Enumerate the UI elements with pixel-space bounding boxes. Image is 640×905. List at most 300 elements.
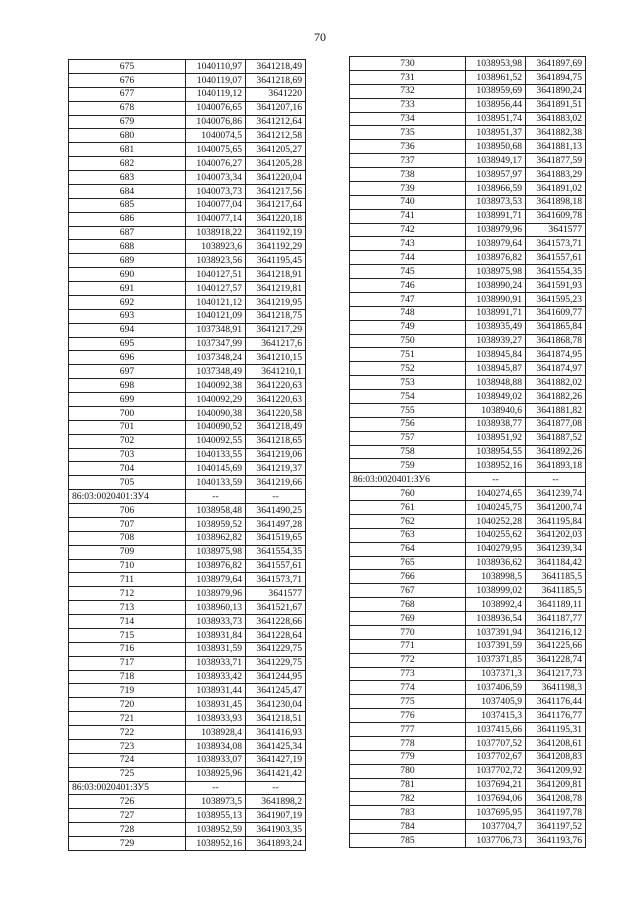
parcel-id-cell: 86:03:0020401:ЗУ5 [69,781,186,795]
table-row [69,670,306,684]
table-row [69,157,306,171]
y-coordinate-cell: 3641591,93 [526,279,586,293]
y-coordinate-cell: 3641216,12 [526,625,586,639]
x-coordinate-cell: 1040121,09 [186,309,246,323]
y-coordinate-cell: 3641881,13 [526,140,586,154]
table-row [350,195,586,209]
y-coordinate-cell: 3641208,83 [526,750,586,764]
y-coordinate-cell: 3641893,24 [246,837,306,851]
table-row [350,223,586,237]
y-coordinate-cell: 3641218,91 [246,268,306,282]
x-coordinate-cell: 1040073,73 [186,184,246,198]
table-row [69,171,306,185]
table-row [69,559,306,573]
point-number-cell: 760 [350,487,466,501]
x-coordinate-cell: 1037391,94 [466,625,526,639]
x-coordinate-cell: 1040133,55 [186,448,246,462]
y-coordinate-cell: 3641217,73 [526,667,586,681]
point-number-cell: 732 [350,84,466,98]
point-number-cell: 717 [69,656,186,670]
point-number-cell: 711 [69,573,186,587]
y-coordinate-cell: 3641209,81 [526,778,586,792]
x-coordinate-cell: 1038998,5 [466,570,526,584]
y-coordinate-cell: 3641205,28 [246,157,306,171]
x-coordinate-cell: 1038933,73 [186,615,246,629]
table-row [69,351,306,365]
table-row [350,681,586,695]
table-row [69,823,306,837]
y-coordinate-cell: 3641192,19 [246,226,306,240]
y-coordinate-cell: 3641209,92 [526,764,586,778]
x-coordinate-cell: 1040076,27 [186,157,246,171]
point-number-cell: 678 [69,101,186,115]
x-coordinate-cell: -- [466,473,526,487]
point-number-cell: 755 [350,403,466,417]
y-coordinate-cell: 3641200,74 [526,501,586,515]
y-coordinate-cell: 3641195,45 [246,254,306,268]
table-row [350,723,586,737]
y-coordinate-cell: 3641220,04 [246,171,306,185]
y-coordinate-cell: 3641882,02 [526,376,586,390]
x-coordinate-cell: 1037702,67 [466,750,526,764]
y-coordinate-cell: 3641220,63 [246,393,306,407]
table-row [69,143,306,157]
point-number-cell: 690 [69,268,186,282]
y-coordinate-cell: 3641217,56 [246,184,306,198]
y-coordinate-cell: 3641609,77 [526,306,586,320]
point-number-cell: 747 [350,292,466,306]
y-coordinate-cell: 3641898,2 [246,795,306,809]
x-coordinate-cell: 1040092,29 [186,393,246,407]
x-coordinate-cell: 1038931,59 [186,642,246,656]
coordinates-table-left [68,59,306,851]
x-coordinate-cell: 1038957,97 [466,168,526,182]
y-coordinate-cell: 3641195,31 [526,723,586,737]
x-coordinate-cell: 1038979,64 [186,573,246,587]
x-coordinate-cell: 1038952,16 [186,837,246,851]
table-row [69,198,306,212]
point-number-cell: 753 [350,376,466,390]
y-coordinate-cell: 3641427,19 [246,753,306,767]
x-coordinate-cell: 1038934,08 [186,739,246,753]
table-row [350,292,586,306]
y-coordinate-cell: 3641218,69 [246,73,306,87]
point-number-cell: 777 [350,723,466,737]
x-coordinate-cell: 1038931,84 [186,628,246,642]
x-coordinate-cell: 1037347,99 [186,337,246,351]
x-coordinate-cell: -- [186,490,246,504]
y-coordinate-cell: 3641197,78 [526,806,586,820]
point-number-cell: 750 [350,334,466,348]
x-coordinate-cell: 1038975,98 [466,265,526,279]
point-number-cell: 709 [69,545,186,559]
table-row [350,556,586,570]
x-coordinate-cell: 1038931,44 [186,684,246,698]
table-row [350,112,586,126]
y-coordinate-cell: 3641903,35 [246,823,306,837]
y-coordinate-cell: 3641219,95 [246,295,306,309]
point-number-cell: 779 [350,750,466,764]
x-coordinate-cell: 1038990,24 [466,279,526,293]
x-coordinate-cell: 1038945,87 [466,362,526,376]
table-row [69,504,306,518]
table-row [69,517,306,531]
table-row [350,750,586,764]
table-row [69,531,306,545]
y-coordinate-cell: 3641218,75 [246,309,306,323]
point-number-cell: 776 [350,709,466,723]
table-row [350,584,586,598]
point-number-cell: 685 [69,198,186,212]
x-coordinate-cell: 1038951,74 [466,112,526,126]
x-coordinate-cell: 1037702,72 [466,764,526,778]
table-row [69,240,306,254]
y-coordinate-cell: 3641573,71 [246,573,306,587]
x-coordinate-cell: 1038951,37 [466,126,526,140]
y-coordinate-cell: 3641210,15 [246,351,306,365]
x-coordinate-cell: 1038955,13 [186,809,246,823]
point-number-cell: 744 [350,251,466,265]
x-coordinate-cell: 1038959,69 [466,84,526,98]
table-row [350,320,586,334]
x-coordinate-cell: 1037405,9 [466,695,526,709]
table-row [69,684,306,698]
point-number-cell: 765 [350,556,466,570]
parcel-id-cell: 86:03:0020401:ЗУ6 [350,473,466,487]
y-coordinate-cell: 3641490,25 [246,504,306,518]
point-number-cell: 682 [69,157,186,171]
y-coordinate-cell: 3641874,95 [526,348,586,362]
point-number-cell: 775 [350,695,466,709]
point-number-cell: 741 [350,209,466,223]
y-coordinate-cell: 3641239,34 [526,542,586,556]
x-coordinate-cell: 1037706,73 [466,834,526,848]
point-number-cell: 751 [350,348,466,362]
point-number-cell: 727 [69,809,186,823]
y-coordinate-cell: 3641184,42 [526,556,586,570]
x-coordinate-cell: 1038961,52 [466,70,526,84]
x-coordinate-cell: 1040252,28 [466,514,526,528]
table-row [69,573,306,587]
table-row [350,570,586,584]
table-row [350,709,586,723]
point-number-cell: 681 [69,143,186,157]
x-coordinate-cell: 1038959,52 [186,517,246,531]
x-coordinate-cell: 1040090,52 [186,420,246,434]
point-number-cell: 743 [350,237,466,251]
point-number-cell: 757 [350,431,466,445]
table-row [350,764,586,778]
table-row [69,309,306,323]
x-coordinate-cell: 1040110,97 [186,60,246,74]
table-row [69,767,306,781]
x-coordinate-cell: 1038933,93 [186,712,246,726]
point-number-cell: 742 [350,223,466,237]
table-row [69,462,306,476]
y-coordinate-cell: 3641228,64 [246,628,306,642]
table-row [350,612,586,626]
point-number-cell: 770 [350,625,466,639]
point-number-cell: 781 [350,778,466,792]
x-coordinate-cell: 1038979,96 [186,587,246,601]
y-coordinate-cell: 3641228,66 [246,615,306,629]
table-row [350,57,586,71]
point-number-cell: 719 [69,684,186,698]
table-row [350,695,586,709]
x-coordinate-cell: 1038925,96 [186,767,246,781]
y-coordinate-cell: 3641218,51 [246,712,306,726]
table-row [350,279,586,293]
x-coordinate-cell: 1037704,7 [466,820,526,834]
y-coordinate-cell: 3641891,51 [526,98,586,112]
y-coordinate-cell: 3641219,81 [246,282,306,296]
point-number-cell: 737 [350,154,466,168]
table-row [350,362,586,376]
y-coordinate-cell: 3641202,03 [526,528,586,542]
point-number-cell: 699 [69,393,186,407]
table-row [350,348,586,362]
point-number-cell: 721 [69,712,186,726]
x-coordinate-cell: 1040076,65 [186,101,246,115]
point-number-cell: 700 [69,406,186,420]
x-coordinate-cell: 1038938,77 [466,417,526,431]
y-coordinate-cell: -- [246,781,306,795]
y-coordinate-cell: 3641883,29 [526,168,586,182]
point-number-cell: 782 [350,792,466,806]
x-coordinate-cell: 1038949,17 [466,154,526,168]
parcel-header-row [350,473,586,487]
point-number-cell: 720 [69,698,186,712]
table-row [350,445,586,459]
table-row [350,542,586,556]
table-row [350,237,586,251]
x-coordinate-cell: 1038962,82 [186,531,246,545]
table-row [69,337,306,351]
point-number-cell: 769 [350,612,466,626]
table-row [69,212,306,226]
point-number-cell: 694 [69,323,186,337]
point-number-cell: 686 [69,212,186,226]
table-row [69,545,306,559]
y-coordinate-cell: 3641220,63 [246,379,306,393]
point-number-cell: 756 [350,417,466,431]
point-number-cell: 707 [69,517,186,531]
point-number-cell: 701 [69,420,186,434]
x-coordinate-cell: 1038936,54 [466,612,526,626]
x-coordinate-cell: 1040274,65 [466,487,526,501]
table-row [350,84,586,98]
x-coordinate-cell: 1038956,44 [466,98,526,112]
y-coordinate-cell: 3641907,19 [246,809,306,823]
point-number-cell: 698 [69,379,186,393]
table-row [69,628,306,642]
x-coordinate-cell: 1040075,65 [186,143,246,157]
y-coordinate-cell: 3641193,76 [526,834,586,848]
table-row [69,129,306,143]
point-number-cell: 764 [350,542,466,556]
table-row [69,642,306,656]
y-coordinate-cell: 3641892,26 [526,445,586,459]
y-coordinate-cell: 3641554,35 [526,265,586,279]
table-row [350,806,586,820]
y-coordinate-cell: 3641230,04 [246,698,306,712]
point-number-cell: 705 [69,476,186,490]
x-coordinate-cell: 1037694,06 [466,792,526,806]
y-coordinate-cell: 3641497,28 [246,517,306,531]
table-row [350,778,586,792]
x-coordinate-cell: 1040145,69 [186,462,246,476]
x-coordinate-cell: 1038973,53 [466,195,526,209]
point-number-cell: 735 [350,126,466,140]
point-number-cell: 772 [350,653,466,667]
table-row [350,181,586,195]
point-number-cell: 691 [69,282,186,296]
point-number-cell: 713 [69,601,186,615]
x-coordinate-cell: 1038953,98 [466,57,526,71]
table-row [69,476,306,490]
x-coordinate-cell: 1040127,51 [186,268,246,282]
y-coordinate-cell: 3641212,64 [246,115,306,129]
point-number-cell: 712 [69,587,186,601]
table-row [69,739,306,753]
point-number-cell: 675 [69,60,186,74]
x-coordinate-cell: 1038952,16 [466,459,526,473]
point-number-cell: 759 [350,459,466,473]
y-coordinate-cell: 3641228,74 [526,653,586,667]
point-number-cell: 693 [69,309,186,323]
table-row [69,282,306,296]
x-coordinate-cell: 1038991,71 [466,209,526,223]
point-number-cell: 766 [350,570,466,584]
point-number-cell: 763 [350,528,466,542]
table-row [350,667,586,681]
x-coordinate-cell: 1037415,66 [466,723,526,737]
y-coordinate-cell: 3641881,82 [526,403,586,417]
table-row [350,70,586,84]
y-coordinate-cell: 3641890,24 [526,84,586,98]
table-row [69,420,306,434]
point-number-cell: 688 [69,240,186,254]
table-row [69,379,306,393]
parcel-header-row [69,490,306,504]
table-row [350,417,586,431]
table-row [69,809,306,823]
coordinates-table-right [349,56,586,848]
x-coordinate-cell: 1037415,3 [466,709,526,723]
table-row [69,795,306,809]
table-row [69,726,306,740]
coordinates-table-right-body [350,57,586,848]
y-coordinate-cell: 3641187,77 [526,612,586,626]
y-coordinate-cell: 3641229,75 [246,642,306,656]
table-row [350,390,586,404]
y-coordinate-cell: 3641557,61 [246,559,306,573]
x-coordinate-cell: 1040074,5 [186,129,246,143]
x-coordinate-cell: 1040092,55 [186,434,246,448]
x-coordinate-cell: 1040090,38 [186,406,246,420]
y-coordinate-cell: 3641882,26 [526,390,586,404]
y-coordinate-cell: 3641217,29 [246,323,306,337]
y-coordinate-cell: 3641595,23 [526,292,586,306]
table-row [69,615,306,629]
point-number-cell: 748 [350,306,466,320]
point-number-cell: 706 [69,504,186,518]
y-coordinate-cell: 3641220,58 [246,406,306,420]
y-coordinate-cell: 3641197,52 [526,820,586,834]
point-number-cell: 689 [69,254,186,268]
table-row [350,639,586,653]
x-coordinate-cell: 1038960,13 [186,601,246,615]
point-number-cell: 729 [69,837,186,851]
y-coordinate-cell: 3641573,71 [526,237,586,251]
y-coordinate-cell: 3641207,16 [246,101,306,115]
x-coordinate-cell: 1038931,45 [186,698,246,712]
table-row [69,753,306,767]
x-coordinate-cell: 1038976,82 [466,251,526,265]
x-coordinate-cell: 1037348,91 [186,323,246,337]
y-coordinate-cell: 3641219,37 [246,462,306,476]
table-row [69,295,306,309]
y-coordinate-cell: 3641208,61 [526,736,586,750]
table-row [350,140,586,154]
point-number-cell: 716 [69,642,186,656]
parcel-id-cell: 86:03:0020401:ЗУ4 [69,490,186,504]
point-number-cell: 726 [69,795,186,809]
table-row [69,448,306,462]
table-row [350,265,586,279]
table-row [350,528,586,542]
table-row [69,115,306,129]
x-coordinate-cell: 1038975,98 [186,545,246,559]
x-coordinate-cell: 1038918,22 [186,226,246,240]
y-coordinate-cell: 3641877,08 [526,417,586,431]
y-coordinate-cell: 3641894,75 [526,70,586,84]
point-number-cell: 780 [350,764,466,778]
table-row [350,126,586,140]
point-number-cell: 708 [69,531,186,545]
parcel-header-row [69,781,306,795]
x-coordinate-cell: 1040133,59 [186,476,246,490]
y-coordinate-cell: 3641521,67 [246,601,306,615]
x-coordinate-cell: 1038992,4 [466,598,526,612]
table-row [69,254,306,268]
x-coordinate-cell: -- [186,781,246,795]
point-number-cell: 692 [69,295,186,309]
y-coordinate-cell: 3641416,93 [246,726,306,740]
point-number-cell: 773 [350,667,466,681]
y-coordinate-cell: 3641421,42 [246,767,306,781]
table-row [69,406,306,420]
y-coordinate-cell: 3641217,6 [246,337,306,351]
table-row [350,736,586,750]
x-coordinate-cell: 1040119,07 [186,73,246,87]
x-coordinate-cell: 1038958,48 [186,504,246,518]
point-number-cell: 697 [69,365,186,379]
y-coordinate-cell: 3641557,61 [526,251,586,265]
coordinates-table-left-body [69,60,306,851]
x-coordinate-cell: 1040127,57 [186,282,246,296]
y-coordinate-cell: 3641874,97 [526,362,586,376]
y-coordinate-cell: 3641208,78 [526,792,586,806]
point-number-cell: 738 [350,168,466,182]
x-coordinate-cell: 1040119,12 [186,87,246,101]
y-coordinate-cell: 3641217,64 [246,198,306,212]
point-number-cell: 783 [350,806,466,820]
point-number-cell: 710 [69,559,186,573]
x-coordinate-cell: 1038945,84 [466,348,526,362]
point-number-cell: 718 [69,670,186,684]
point-number-cell: 740 [350,195,466,209]
